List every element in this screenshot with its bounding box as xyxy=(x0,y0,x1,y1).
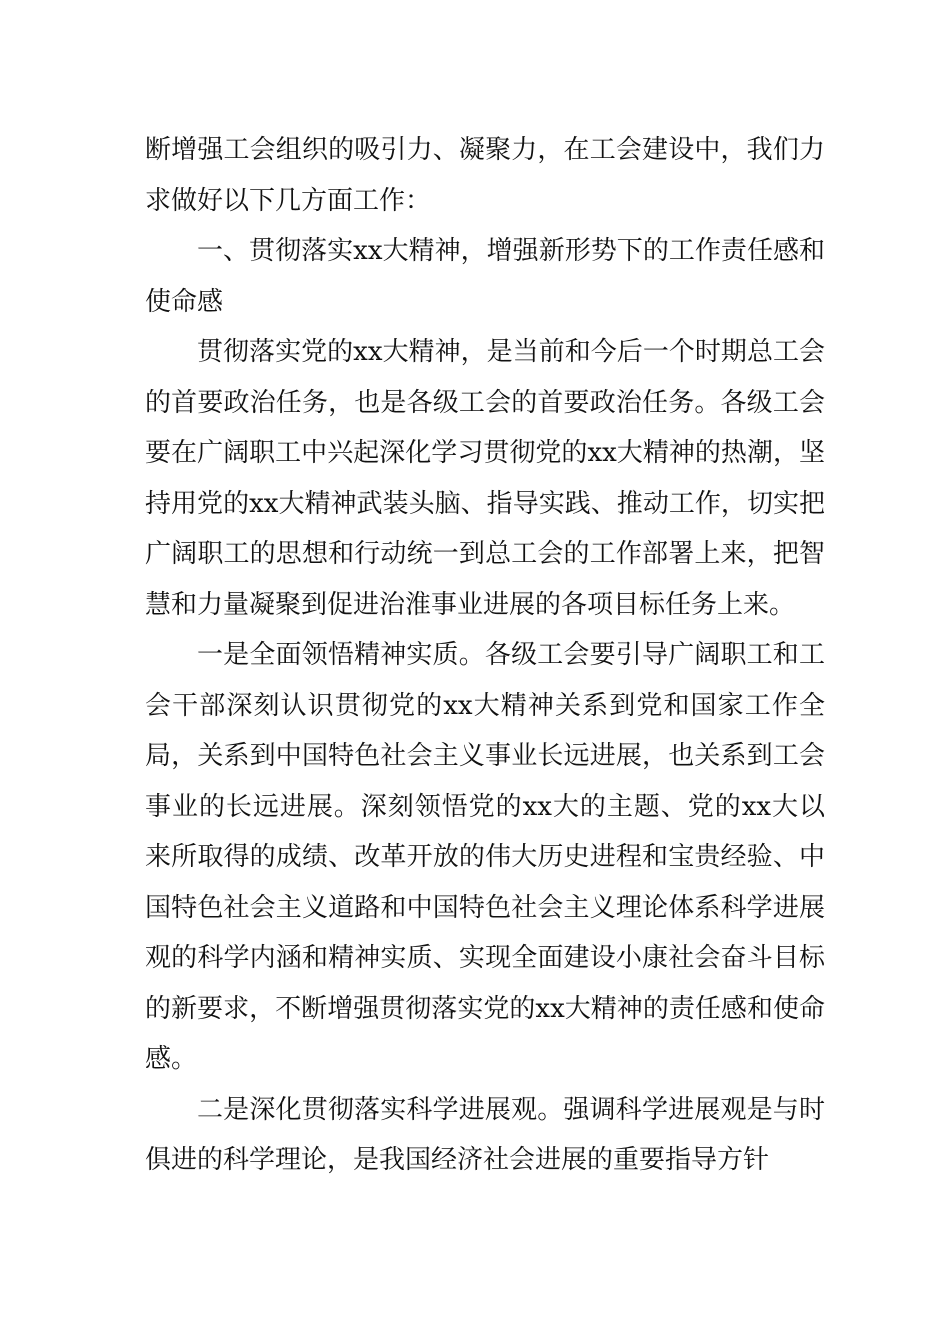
document-body xyxy=(145,125,825,1186)
paragraph-implementation: 贯彻落实党的xx大精神，是当前和今后一个时期总工会的首要政治任务，也是各级工会的首要政治任务。各级工会要在广阔职工中兴起深化学习贯彻党的xx大精神的热潮，坚持用党的xx大精神武装头脑、指导实践、推动工作，切实把广阔职工的思想和行动统一到总工会的工作部署上来，把智慧和力量凝聚到促进治淮事业进展的各项目标任务上来。 xyxy=(145,337,825,620)
paragraph-continuation: 断增强工会组织的吸引力、凝聚力，在工会建设中，我们力求做好以下几方面工作： xyxy=(145,135,825,216)
paragraph-point-one: 一是全面领悟精神实质。各级工会要引导广阔职工和工会干部深刻认识贯彻党的xx大精神关系到党和国家工作全局，关系到中国特色社会主义事业长远进展，也关系到工会事业的长远进展。深刻领悟党的xx大的主题、党的xx大以来所取得的成绩、改革开放的伟大历史进程和宝贵经验、中国特色社会主义道路和中国特色社会主义理论体系科学进展观的科学内涵和精神实质、实现全面建设小康社会奋斗目标的新要求，不断增强贯彻落实党的xx大精神的责任感和使命感。 xyxy=(145,640,825,1074)
paragraph-point-two: 二是深化贯彻落实科学进展观。强调科学进展观是与时俱进的科学理论，是我国经济社会进展的重要指导方针 xyxy=(145,1094,825,1175)
section-heading-1: 一、贯彻落实xx大精神，增强新形势下的工作责任感和使命感 xyxy=(145,236,825,317)
